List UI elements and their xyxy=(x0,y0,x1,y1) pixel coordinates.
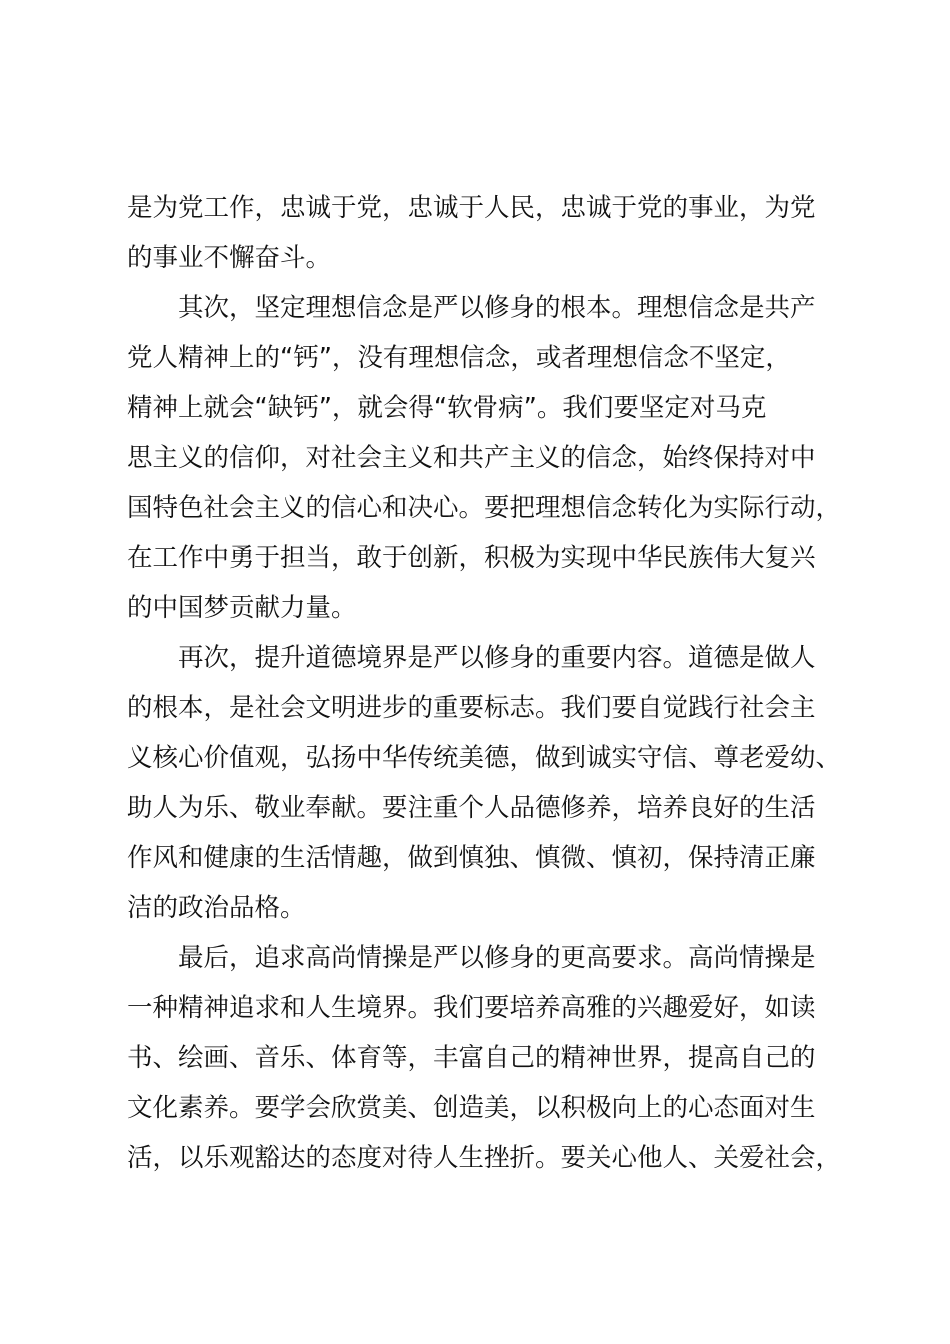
text-line: 在工作中勇于担当，敢于创新，积极为实现中华民族伟大复兴 xyxy=(127,543,816,573)
paragraph-first-line: 最后，追求高尚情操是严以修身的更高要求。高尚情操是 xyxy=(178,943,816,973)
text-line: 的事业不懈奋斗。 xyxy=(127,243,332,273)
paragraph-first-line: 其次，坚定理想信念是严以修身的根本。理想信念是共产 xyxy=(178,293,816,323)
text-line: 的中国梦贡献力量。 xyxy=(127,593,357,623)
text-line: 书、绘画、音乐、体育等，丰富自己的精神世界，提高自己的 xyxy=(127,1043,816,1073)
text-line: 义核心价值观，弘扬中华传统美德，做到诚实守信、尊老爱幼、 xyxy=(127,743,842,773)
text-line: 是为党工作，忠诚于党，忠诚于人民，忠诚于党的事业，为党 xyxy=(127,193,816,223)
text-line: 的根本，是社会文明进步的重要标志。我们要自觉践行社会主 xyxy=(127,693,816,723)
paragraph-first-line: 再次，提升道德境界是严以修身的重要内容。道德是做人 xyxy=(178,643,816,673)
text-line: 洁的政治品格。 xyxy=(127,893,306,923)
text-line: 文化素养。要学会欣赏美、创造美，以积极向上的心态面对生 xyxy=(127,1093,816,1123)
text-line: 作风和健康的生活情趣，做到慎独、慎微、慎初，保持清正廉 xyxy=(127,843,816,873)
text-line: 国特色社会主义的信心和决心。要把理想信念转化为实际行动， xyxy=(127,493,842,523)
text-line: 精神上就会“缺钙”，就会得“软骨病”。我们要坚定对马克 xyxy=(127,393,767,423)
text-line: 党人精神上的“钙”，没有理想信念，或者理想信念不坚定， xyxy=(127,343,791,373)
text-line: 思主义的信仰，对社会主义和共产主义的信念，始终保持对中 xyxy=(127,443,816,473)
body-text xyxy=(127,183,857,1183)
text-line: 助人为乐、敬业奉献。要注重个人品德修养，培养良好的生活 xyxy=(127,793,816,823)
text-line: 活，以乐观豁达的态度对待人生挫折。要关心他人、关爱社会， xyxy=(127,1143,842,1173)
text-line: 一种精神追求和人生境界。我们要培养高雅的兴趣爱好，如读 xyxy=(127,993,816,1023)
